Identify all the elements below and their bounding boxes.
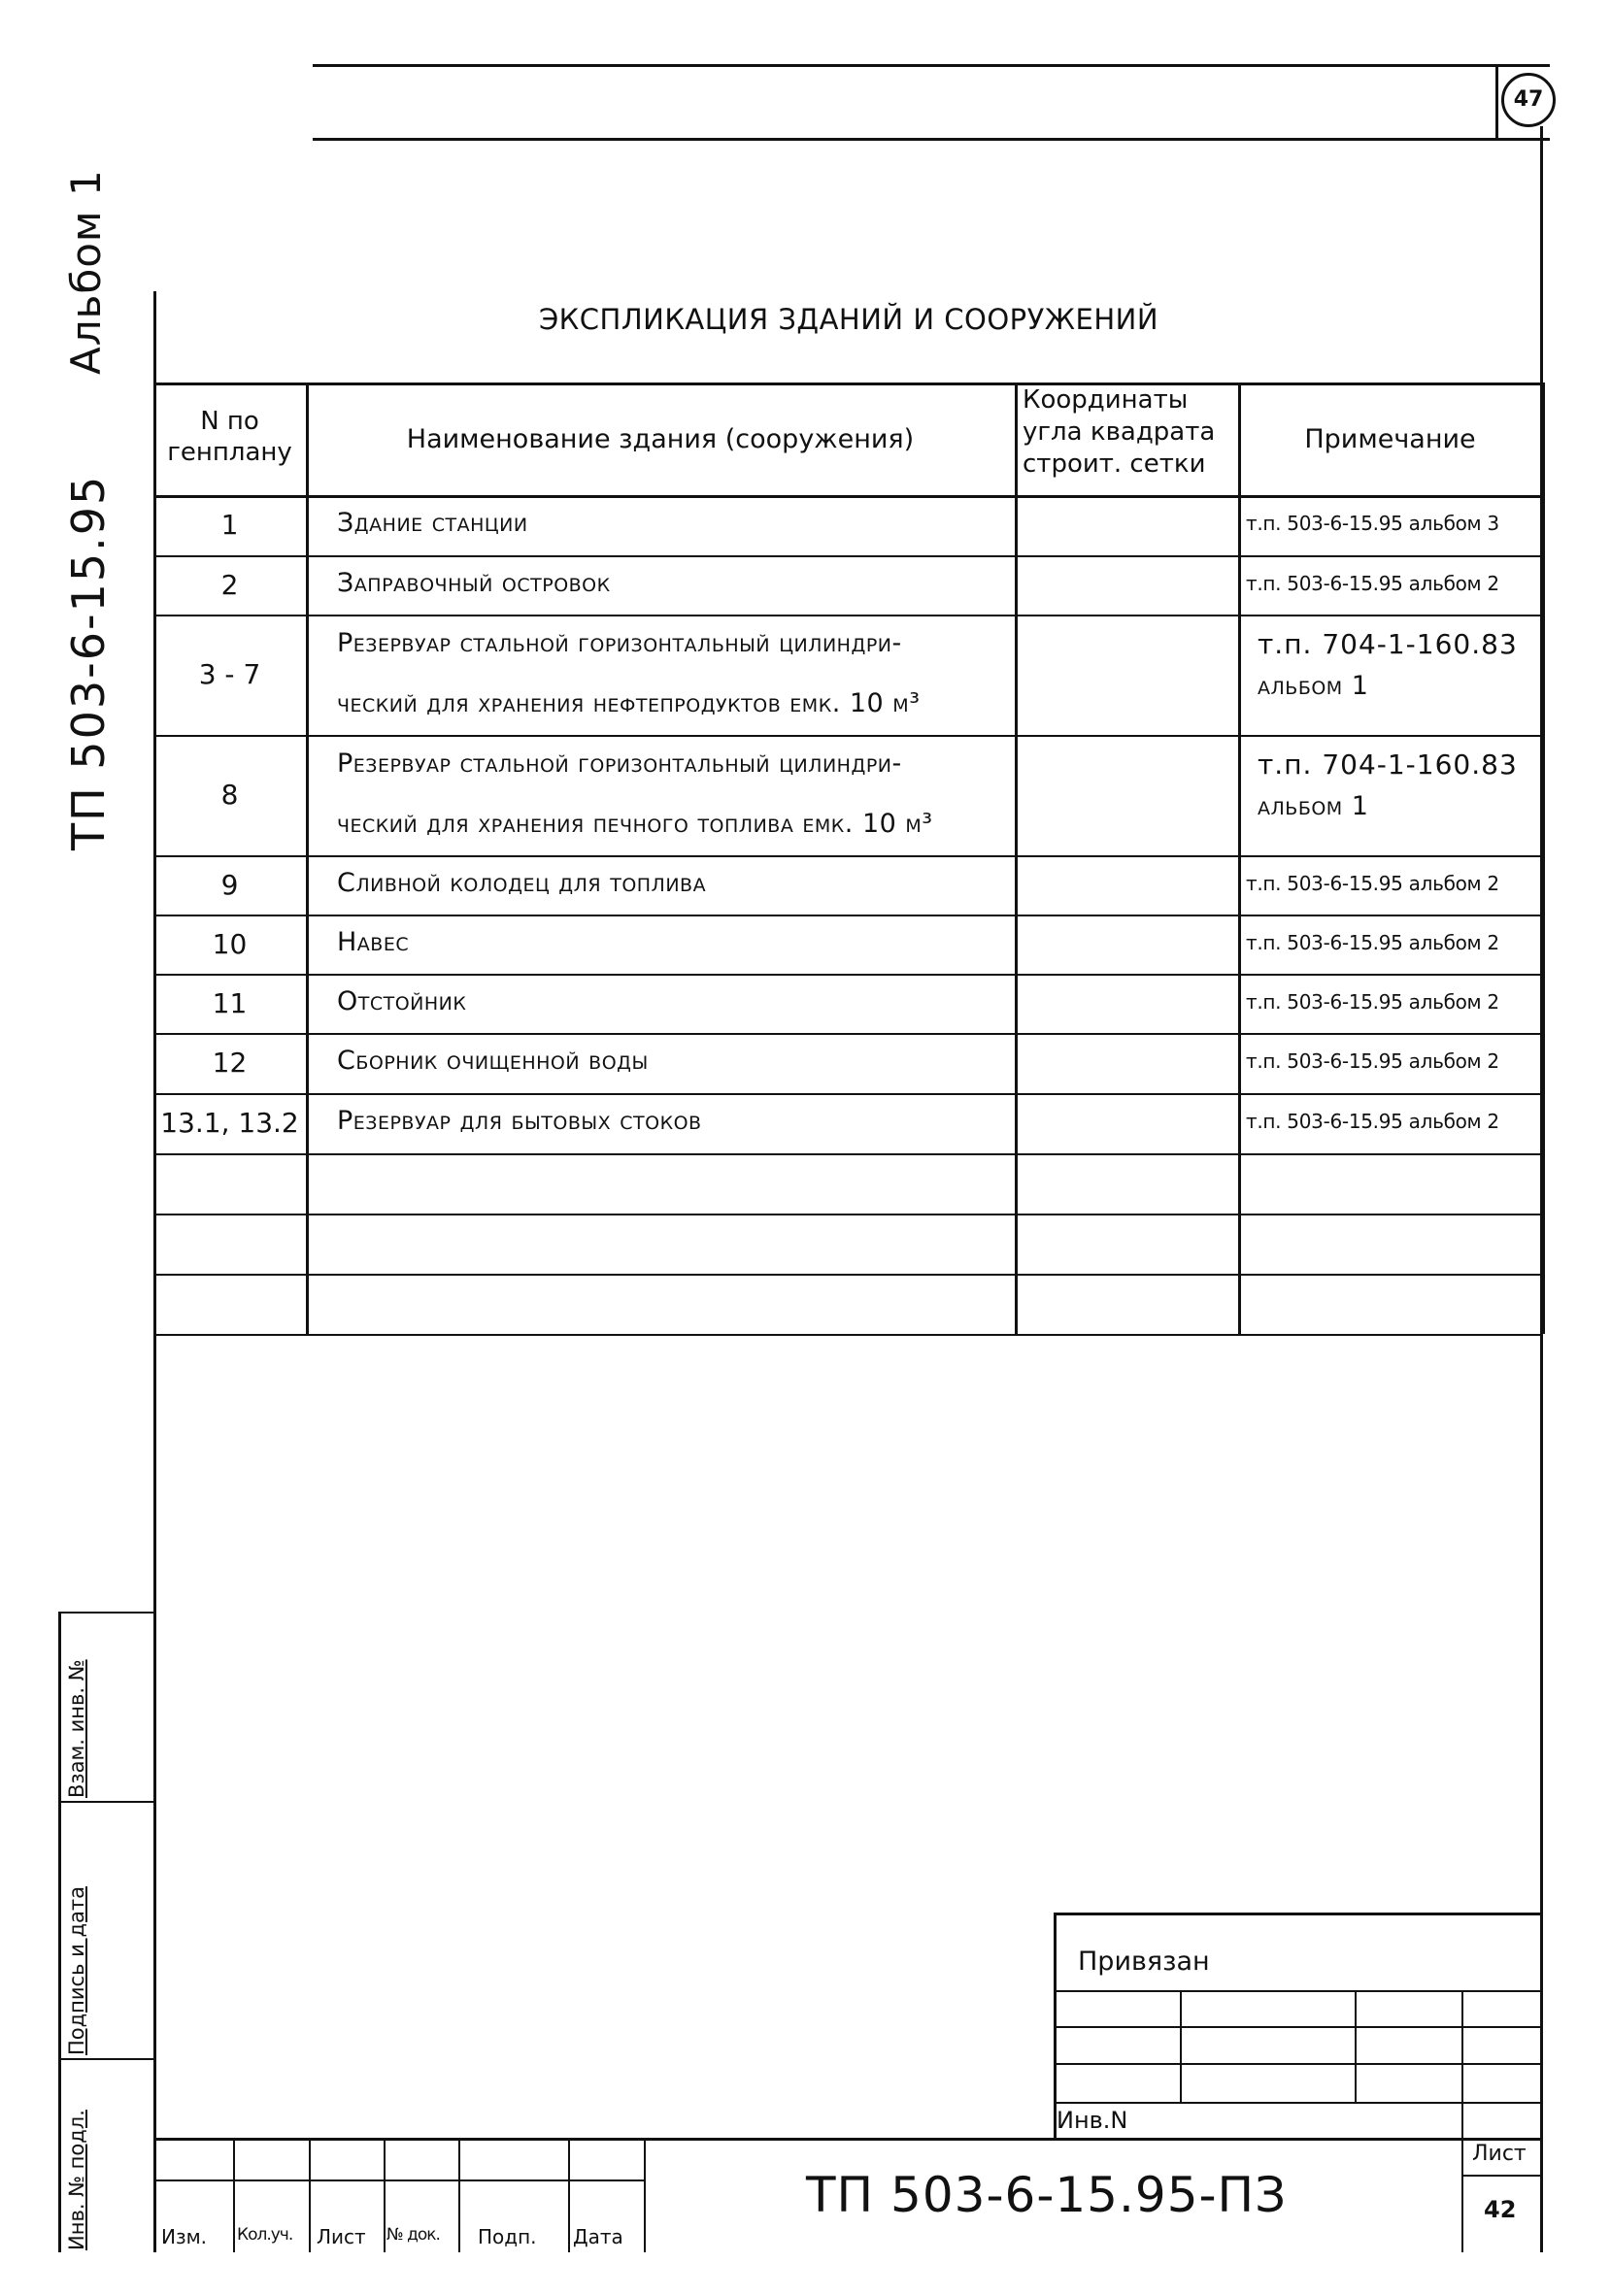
row-name: Резервуар для бытовых стоков xyxy=(337,1106,702,1136)
row-note: т.п. 503-6-15.95 альбом 2 xyxy=(1246,1049,1499,1073)
row-name: ческий для хранения печного топлива емк. 10 м³ xyxy=(337,809,933,839)
left-stamp-line-2 xyxy=(58,1801,155,1803)
row-num: 10 xyxy=(212,927,248,960)
stamp-vzam-inv: Взам. инв. № xyxy=(65,1659,88,1798)
privyazan-col-3 xyxy=(1461,1990,1463,2252)
table-row-line xyxy=(153,915,1542,916)
document-code: ТП 503-6-15.95-ПЗ xyxy=(806,2167,1288,2223)
page-number: 47 xyxy=(1513,87,1544,112)
top-frame-line-2 xyxy=(313,138,1550,141)
stamp-col-e xyxy=(568,2138,570,2252)
side-code: ТП 503-6-15.95 xyxy=(62,474,115,850)
table-row-line xyxy=(153,555,1542,557)
table-col-line xyxy=(1542,383,1545,1334)
row-note: т.п. 704-1-160.83 xyxy=(1258,628,1518,660)
left-stamp-line-1 xyxy=(58,1612,155,1614)
stamp-col-ndok: № док. xyxy=(386,2225,440,2245)
row-num: 11 xyxy=(212,986,248,1019)
stamp-col-d xyxy=(458,2138,460,2252)
table-row-line xyxy=(153,1153,1542,1155)
stamp-col-a xyxy=(233,2138,235,2252)
row-name: Сливной колодец для топлива xyxy=(337,867,707,898)
top-frame-divider xyxy=(1495,64,1498,141)
stamp-col-c xyxy=(384,2138,386,2252)
table-header-line xyxy=(153,495,1542,498)
stamp-top-line xyxy=(153,2138,1542,2141)
stamp-col-data: Дата xyxy=(573,2225,623,2248)
table-row-line xyxy=(153,855,1542,857)
stamp-list-line xyxy=(1461,2175,1542,2177)
row-note: альбом 1 xyxy=(1258,791,1369,821)
row-note: т.п. 503-6-15.95 альбом 2 xyxy=(1246,989,1499,1014)
row-note: т.п. 503-6-15.95 альбом 3 xyxy=(1246,512,1499,535)
table-row-line xyxy=(153,1033,1542,1035)
stamp-col-podp: Подп. xyxy=(478,2225,537,2248)
stamp-col-koluch: Кол.уч. xyxy=(237,2225,293,2245)
row-name: Здание станции xyxy=(337,508,528,538)
row-num: 13.1, 13.2 xyxy=(160,1107,299,1139)
list-label: Лист xyxy=(1472,2142,1527,2166)
privyazan-row-2 xyxy=(1054,2026,1542,2028)
left-stamp-border xyxy=(58,1612,61,2252)
stamp-col-list: Лист xyxy=(317,2225,366,2248)
privyazan-label: Привязан xyxy=(1078,1947,1210,1977)
row-name: Резервуар стальной горизонтальный цилиндри- xyxy=(337,749,902,779)
stamp-podpis-data: Подпись и дата xyxy=(65,1886,88,2055)
stamp-inv-podl: Инв. № подл. xyxy=(65,2110,88,2250)
row-note: т.п. 704-1-160.83 xyxy=(1258,749,1518,781)
row-num: 8 xyxy=(220,779,239,811)
table-col-line xyxy=(1238,383,1241,1334)
table-row-line xyxy=(153,1093,1542,1095)
privyazan-row-3 xyxy=(1054,2063,1542,2065)
privyazan-row-1 xyxy=(1054,1990,1542,1992)
row-name: ческий для хранения нефтепродуктов емк. 10 м³ xyxy=(337,688,921,718)
privyazan-left xyxy=(1054,1913,1057,2138)
table-col-line xyxy=(1015,383,1018,1334)
stamp-col-b xyxy=(309,2138,311,2252)
table-row-line xyxy=(153,735,1542,737)
row-num: 3 - 7 xyxy=(198,658,261,690)
row-note: т.п. 503-6-15.95 альбом 2 xyxy=(1246,930,1499,954)
stamp-col-izm: Изм. xyxy=(161,2225,208,2248)
list-value: 42 xyxy=(1484,2196,1517,2223)
table-top-line xyxy=(153,383,1542,385)
row-name: Заправочный островок xyxy=(337,567,611,598)
table-row-line xyxy=(153,974,1542,976)
table-row-line xyxy=(153,1214,1542,1215)
table-row-line xyxy=(153,1334,1542,1336)
row-num: 2 xyxy=(220,568,239,601)
row-num: 1 xyxy=(220,509,239,541)
row-name: Сборник очищенной воды xyxy=(337,1046,649,1076)
table-row-line xyxy=(153,615,1542,616)
header-name: Наименование здания (сооружения) xyxy=(406,424,915,454)
page-number-badge xyxy=(1501,73,1556,127)
header-num: N по генплану xyxy=(167,407,292,467)
privyazan-row-4 xyxy=(1054,2102,1542,2104)
row-note: т.п. 503-6-15.95 альбом 2 xyxy=(1246,571,1499,595)
row-note: т.п. 503-6-15.95 альбом 2 xyxy=(1246,1110,1499,1133)
document-title: ЭКСПЛИКАЦИЯ ЗДАНИЙ И СООРУЖЕНИЙ xyxy=(538,303,1159,336)
row-name: Отстойник xyxy=(337,985,467,1016)
left-stamp-line-3 xyxy=(58,2058,155,2060)
row-note: т.п. 503-6-15.95 альбом 2 xyxy=(1246,871,1499,895)
header-note: Примечание xyxy=(1304,424,1476,454)
side-album: Альбом 1 xyxy=(62,169,110,375)
privyazan-col-2 xyxy=(1355,1990,1357,2102)
stamp-mid-line xyxy=(153,2180,646,2181)
row-name: Навес xyxy=(337,926,410,957)
row-note: альбом 1 xyxy=(1258,671,1369,701)
privyazan-top xyxy=(1054,1913,1542,1915)
header-coords: Координаты угла квадрата строит. сетки xyxy=(1023,385,1216,479)
inv-n-label: Инв.N xyxy=(1057,2107,1128,2134)
top-frame-line xyxy=(313,64,1550,67)
stamp-col-f xyxy=(644,2138,646,2252)
table-col-line xyxy=(306,383,309,1334)
row-num: 12 xyxy=(212,1047,248,1079)
privyazan-col-1 xyxy=(1180,1990,1182,2102)
row-name: Резервуар стальной горизонтальный цилиндри- xyxy=(337,628,902,658)
row-num: 9 xyxy=(220,868,239,901)
table-row-line xyxy=(153,1274,1542,1276)
